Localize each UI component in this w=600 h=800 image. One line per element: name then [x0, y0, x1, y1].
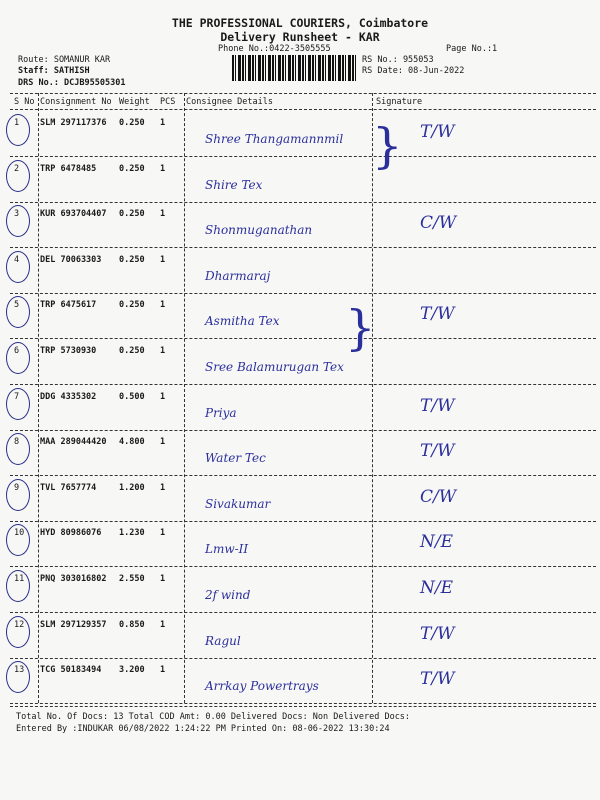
- col-separator: [372, 93, 373, 703]
- row-weight: 3.200: [119, 665, 145, 676]
- row-sno: 3: [14, 209, 20, 220]
- row-sno: 9: [14, 482, 20, 493]
- table-row: [0, 249, 600, 295]
- row-pcs: 1: [160, 528, 166, 539]
- row-consignee: Priya: [205, 405, 237, 420]
- row-pcs: 1: [160, 665, 166, 676]
- row-weight: 0.850: [119, 619, 145, 630]
- row-consignment: SLM 297117376: [40, 118, 107, 128]
- row-signature: T/W: [420, 441, 455, 462]
- row-signature: C/W: [420, 213, 457, 234]
- col-separator: [184, 93, 185, 703]
- row-pcs: 1: [160, 163, 166, 174]
- row-consignment: DEL 70063303: [40, 254, 102, 265]
- row-consignment: SLM 297129357: [40, 619, 107, 630]
- row-consignment: TRP 6478485: [40, 163, 97, 174]
- row-sno: 1: [14, 118, 20, 128]
- row-consignee: Shonmuganathan: [205, 223, 313, 238]
- row-signature: T/W: [420, 304, 455, 325]
- table-row: [0, 158, 600, 204]
- table-row: [0, 203, 600, 249]
- row-consignee: Ragul: [205, 633, 241, 648]
- row-consignee: Asmitha Tex: [205, 314, 280, 329]
- column-divider: [10, 109, 596, 110]
- row-pcs: 1: [160, 391, 166, 402]
- row-sno: 7: [14, 391, 20, 402]
- row-weight: 4.800: [119, 437, 145, 448]
- document-subtitle: Delivery Runsheet - KAR: [220, 30, 380, 44]
- drs-number: DRS No.: DCJB95505301: [18, 78, 126, 88]
- rs-date: RS Date: 08-Jun-2022: [362, 66, 465, 76]
- row-signature: N/E: [420, 578, 454, 598]
- table-row: [0, 431, 600, 477]
- row-weight: 0.250: [119, 118, 145, 128]
- row-pcs: 1: [160, 254, 166, 265]
- row-pcs: 1: [160, 300, 166, 311]
- header-divider: [10, 93, 596, 94]
- row-weight: 1.230: [119, 528, 145, 539]
- row-sno: 4: [14, 254, 20, 265]
- handwritten-brace: }: [372, 118, 403, 174]
- row-weight: 0.500: [119, 391, 145, 402]
- row-sno: 2: [14, 163, 20, 174]
- row-weight: 1.200: [119, 482, 145, 493]
- barcode-image: [232, 55, 356, 81]
- row-consignee: Lmw-II: [205, 542, 249, 557]
- row-sno: 12: [14, 619, 25, 630]
- row-signature: T/W: [420, 669, 455, 690]
- row-consignment: TCG 50183494: [40, 665, 102, 676]
- table-row: [0, 477, 600, 523]
- col-consignee: Consignee Details: [186, 97, 273, 107]
- document-title: THE PROFESSIONAL COURIERS, Coimbatore: [171, 16, 429, 30]
- col-signature: Signature: [376, 97, 423, 107]
- row-signature: T/W: [420, 122, 455, 142]
- route-label: Route: SOMANUR KAR: [18, 55, 111, 65]
- row-weight: 0.250: [119, 254, 145, 265]
- row-consignment: TRP 6475617: [40, 300, 97, 311]
- table-row: [0, 340, 600, 386]
- table-row: [0, 568, 600, 614]
- col-consignment: Consignment No: [40, 97, 112, 107]
- row-pcs: 1: [160, 346, 166, 356]
- table-row: [0, 386, 600, 432]
- row-consignment: HYD 80986076: [40, 528, 102, 539]
- row-signature: T/W: [420, 395, 455, 416]
- footer-divider: [10, 706, 596, 707]
- row-consignee: Dharmaraj: [205, 268, 271, 283]
- row-sno: 10: [14, 528, 25, 539]
- row-weight: 0.250: [119, 163, 145, 174]
- phone-number: Phone No.:0422-3505555: [218, 44, 331, 54]
- row-weight: 0.250: [119, 300, 145, 311]
- row-consignee: Sree Balamurugan Tex: [205, 360, 344, 374]
- row-consignment: KUR 693704407: [40, 209, 107, 220]
- table-row: [0, 659, 600, 705]
- row-weight: 0.250: [119, 346, 145, 356]
- row-pcs: 1: [160, 437, 166, 448]
- table-row: [0, 112, 600, 158]
- row-pcs: 1: [160, 574, 166, 584]
- table-row: [0, 522, 600, 568]
- row-sno: 8: [14, 437, 20, 448]
- row-consignee: 2f wind: [205, 588, 251, 602]
- row-divider: [10, 703, 596, 704]
- row-pcs: 1: [160, 118, 166, 128]
- row-signature: C/W: [420, 486, 457, 507]
- row-pcs: 1: [160, 482, 166, 493]
- row-consignee: Shree Thangamannmil: [205, 132, 344, 146]
- col-weight: Weight: [119, 97, 150, 107]
- row-sno: 11: [14, 574, 25, 584]
- row-pcs: 1: [160, 619, 166, 630]
- footer-entered: Entered By :INDUKAR 06/08/2022 1:24:22 PM Printed On: 08-06-2022 13:30:24: [16, 724, 390, 734]
- page-number: Page No.:1: [446, 44, 498, 54]
- table-row: [0, 294, 600, 340]
- row-weight: 0.250: [119, 209, 145, 220]
- row-signature: T/W: [420, 623, 455, 644]
- row-consignment: TRP 5730930: [40, 346, 97, 356]
- footer-totals: Total No. Of Docs: 13 Total COD Amt: 0.00 Delivered Docs: Non Delivered Docs:: [16, 712, 411, 722]
- row-consignment: MAA 289044420: [40, 437, 107, 448]
- row-sno: 6: [14, 346, 20, 356]
- row-weight: 2.550: [119, 574, 145, 584]
- col-pcs: PCS: [160, 97, 176, 107]
- row-consignee: Shire Tex: [205, 177, 263, 192]
- row-pcs: 1: [160, 209, 166, 220]
- rs-number: RS No.: 955053: [362, 55, 434, 65]
- row-sno: 5: [14, 300, 20, 311]
- col-separator: [38, 93, 39, 703]
- handwritten-brace: }: [345, 300, 376, 356]
- row-consignment: DDG 4335302: [40, 391, 97, 402]
- row-sno: 13: [14, 665, 25, 676]
- row-signature: N/E: [420, 532, 454, 553]
- row-consignment: TVL 7657774: [40, 482, 97, 493]
- col-sno: S No: [14, 97, 35, 107]
- row-consignee: Sivakumar: [205, 496, 271, 511]
- row-consignee: Water Tec: [205, 451, 266, 466]
- row-consignment: PNQ 303016802: [40, 574, 107, 584]
- row-consignee: Arrkay Powertrays: [205, 679, 319, 694]
- staff-label: Staff: SATHISH: [18, 66, 90, 76]
- table-row: [0, 614, 600, 660]
